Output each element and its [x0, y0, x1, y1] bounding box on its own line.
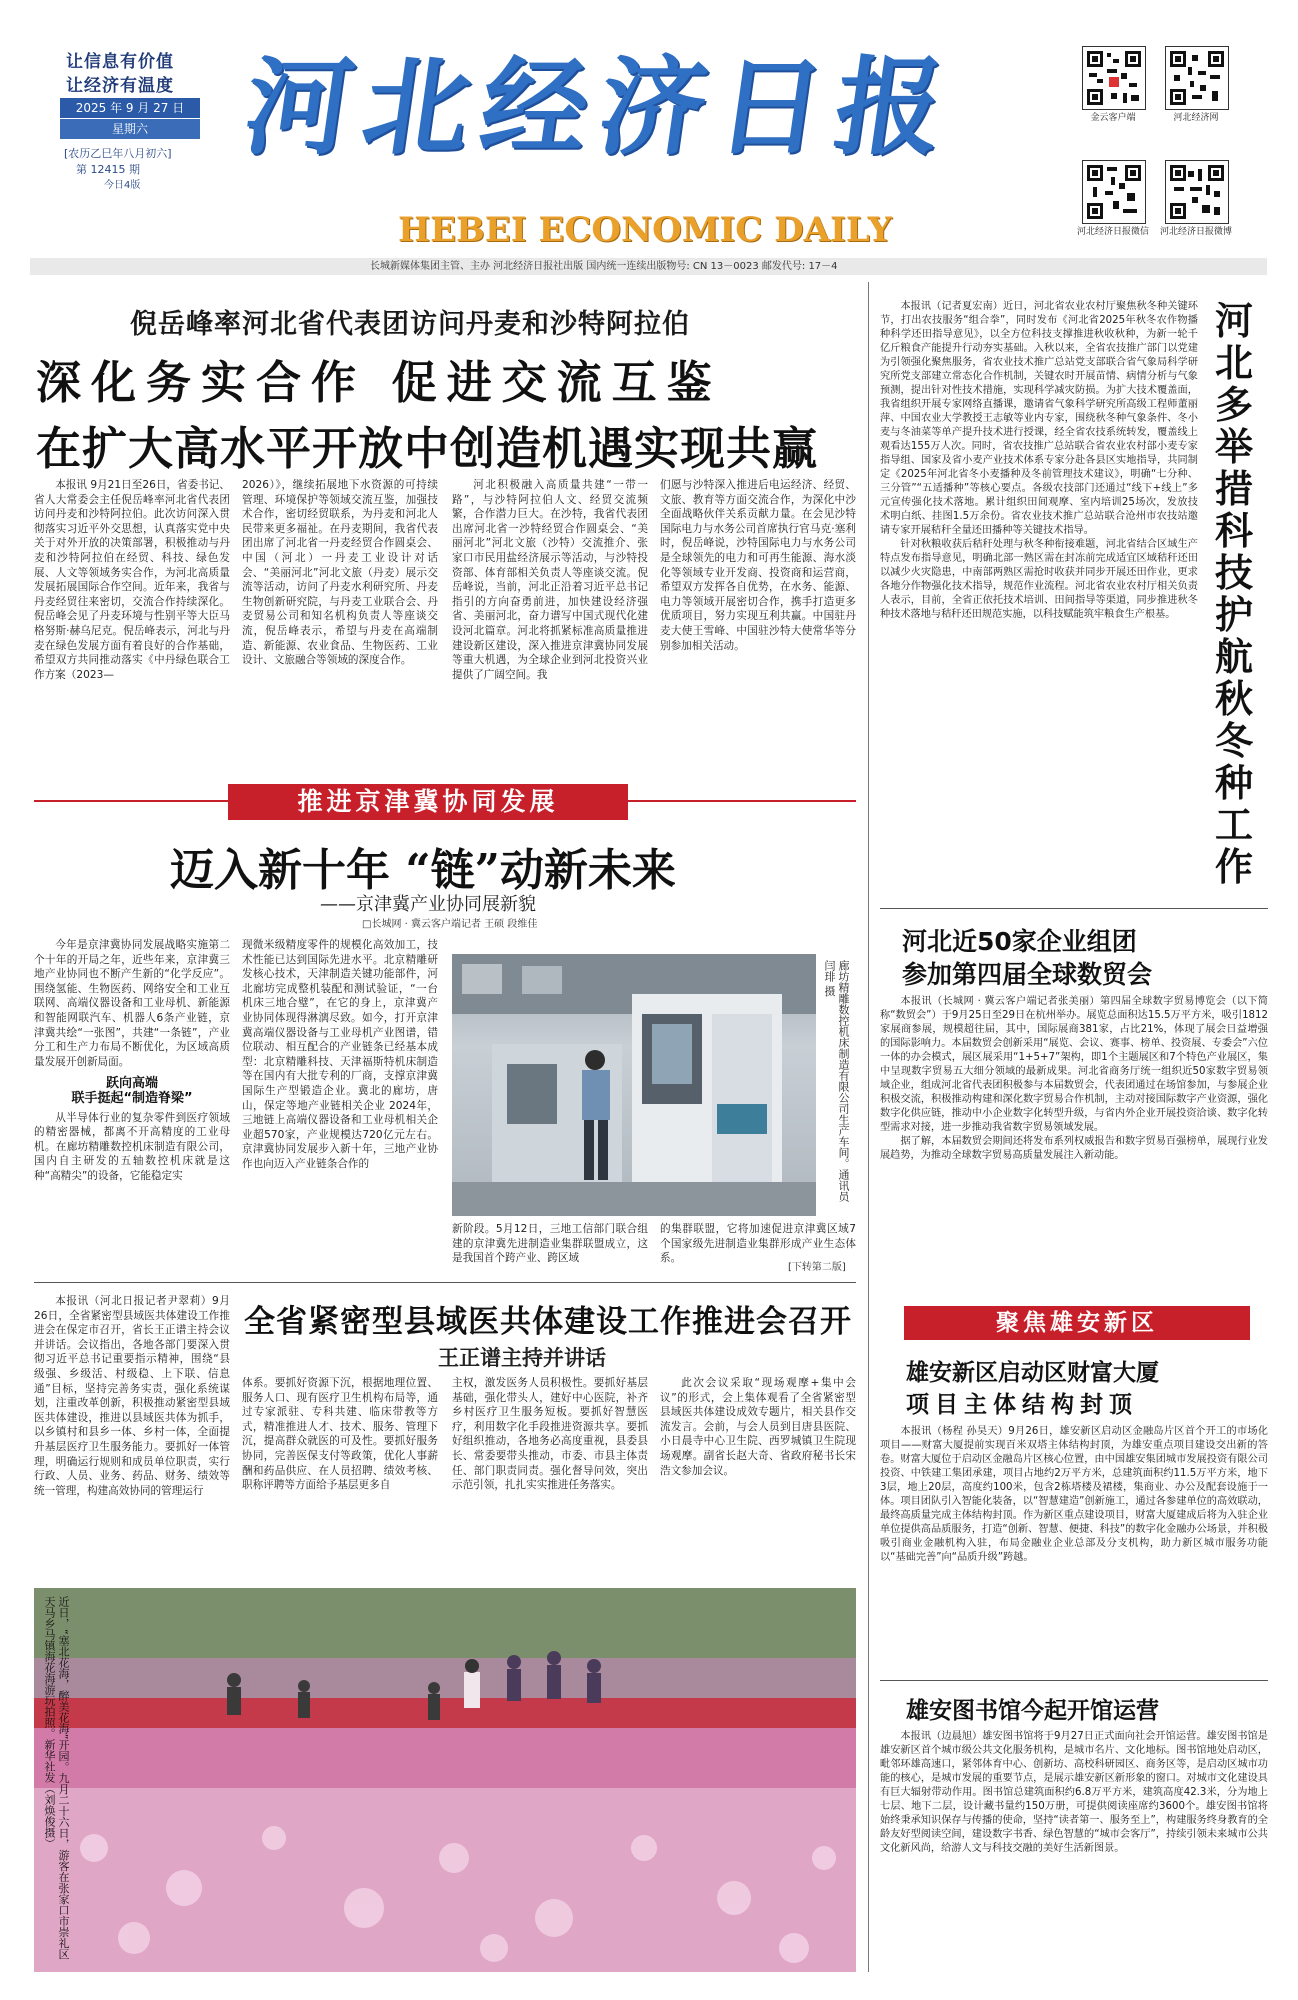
page-count: 今日4版 [104, 180, 141, 191]
newspaper-title-en: HEBEI ECONOMIC DAILY [398, 210, 892, 250]
side-story-1-text: 本报讯（记者夏宏南）近日，河北省农业农村厅聚焦秋冬种关键环节，打出农技服务“组合拳”，同时发布《河北省2025年秋冬农作物播种科学还田指导意见》，以全方位科技支撑推进秋收秋种，为新一轮千亿斤粮食产能提升行动夯实基础。入秋以来，全省农技推广部门以党建为引领强化聚焦服务，省农业技术推广总站党支部联合省气象局科学研究所党支部建立常态化合作机制，关键农时开展苗情、病情分析与气象预测，提出针对性技术措施，实现科学减灾防损。为扩大技术覆盖面，我省组织开展专家网络直播课，邀请省气象科学研究所高级工程师董丽萍、中国农业大学教授王志敏等业内专家，围绕秋冬种气象条件、冬小麦与冬油菜等单产提升技术进行授课，经全省农技系统转发，覆盖线上观看达155万人次。同时，省农技推广总站联合省农业农村部小麦专家指导组、国家及省小麦产业技术体系专家分赴各县区实地指导，共同制定《2025年河北省冬小麦播种及冬前管理技术建议》，明确“七分种、三分管”“五适播种”等核心要点。各级农技部门还通过“线下+线上”多元宣传强化技术落地。累计组织田间观摩、室内培训25场次，发放技术明白纸、挂图1.5万余份。省农业技术推广总站联合沧州市农技站邀请专家开展秸秆全量还田播种等关键技术指导。 针对秋粮收获后秸秆处理与秋冬种衔接难题，河北省结合区域生产特点发布指导意见，明确北部一熟区需在封冻前完成适宜区域秸秆还田以减少火灾隐患，中南部两熟区需抢时收获并同步开展还田作业，更求各地分作物强化技术指导，规范作业流程。河北省农业农村厅相关负责人表示，目前，全省正依托技术培训、田间指导等渠道，同步推进秋冬种技术落地与秸秆还田规范实施，以科技赋能筑牢粮食生产根基。 [880, 301, 1198, 620]
side-story-3-title-line-2: 项目主体结构封顶 [906, 1392, 1138, 1418]
lead-col-3: 河北积极融入高质量共建“一带一路”，与沙特阿拉伯人文、经贸交流频繁，合作潜力巨大。在沙特，我省代表团出席河北省一沙特经贸合作圆桌会、“美丽河北”河北文旅（沙特）交流推介、张家口市民用盐经济展示等活动，与沙特投资部、体育部相关负责人等座谈交流。倪岳峰说，当前，河北正沿着习近平总书记指引的方向奋勇前进，加快建设经济强省、美丽河北，奋力谱写中国式现代化建设河北篇章。河北将抓紧标准高质量推进建设新区建设，深入推进京津冀协同发展等重大机遇，为全球企业到河北投资兴业提供了广阔空间。我 [452, 479, 648, 681]
jjj-subhead-1: 跃向高端 [105, 1076, 158, 1092]
sidebar-divider [868, 282, 869, 1972]
slogan-line-2: 让经济有温度 [66, 76, 174, 96]
lead-col-1: 本报讯 9月21日至26日，省委书记、省人大常委会主任倪岳峰率河北省代表团访问丹麦和沙特阿拉伯。此次访问深入贯彻落实习近平外交思想，认真落实党中央关于对外开放的决策部署，积极推动与丹麦和沙特阿拉伯在经贸、科技、绿色发展、人文等领域务实合作，为河北高质量发展拓展国际合作空间。近年来，我省与丹麦经贸往来密切，交流合作持续深化。倪岳峰会见了丹麦环境与性别平等大臣马格努斯·赫乌尼克。倪岳峰表示，河北与丹麦在绿色发展方面有着良好的合作基础，希望双方共同推动落实《中丹绿色联合工作方案（2023— [34, 479, 230, 681]
issue-number: 第 12415 期 [76, 163, 140, 176]
medical-subtitle: 王正谱主持并讲话 [438, 1346, 606, 1370]
side-story-4-title: 雄安图书馆今起开馆运营 [906, 1698, 1159, 1724]
lead-title-2: 在扩大高水平开放中创造机遇实现共赢 [36, 422, 819, 475]
issue-weekday: 星期六 [60, 119, 200, 139]
medical-col-2: 体系。要抓好资源下沉，根据地理位置、服务人口、现有医疗卫生机构布局等，通过专家派驻、专科共建、临床带教等方式，精准推进人才、技术、服务、管理下沉，提高群众就医的可及性。要抓好服务协同，完善医保支付等政策，优化人事薪酬和药品供应、在人员招聘、绩效考核、职称评聘等方面给予基层更多自 [242, 1377, 438, 1492]
qr-code-hebei-economic-net [1165, 46, 1229, 110]
publication-info-bar: 长城新媒体集团主管、主办 河北经济日报社出版 国内统一连续出版物号: CN 13－0023 邮发代号: 17－4 [30, 258, 1267, 275]
jjj-continued-note: [下转第二版] [788, 1262, 846, 1273]
qr-code-wechat [1082, 160, 1146, 224]
qr-code-jinyun [1082, 46, 1146, 110]
side-story-3-text: 本报讯（杨程 孙昊天）9月26日，雄安新区启动区金融岛片区首个开工的市场化项目——财富大厦提前实现百米双塔主体结构封顶，为雄安重点项目建设交出新的答卷。财富大厦位于启动区金融岛片区核心位置，由中国雄安集团城市发展投资有限公司投资、中铁建工集团承建，项目占地约2万平方米，总建筑面积约11.5万平方米，地下3层，地上20层，高度约100米，包含2栋塔楼及裙楼，集商业、办公及配套设施于一体。项目团队引入智能化装备，以“智慧建造”创新施工，通过各参建单位的高效联动，最终高质量完成主体结构封顶。作为新区重点建设项目，财富大厦建成后将为入驻企业单位提供高品质服务，打造“创新、智慧、便捷、科技”的数字化金融办公场景，并积极吸引商业金融机构入驻，布局金融业企业总部及分支机构，助力新区城市服务功能以“基础完善”向“品质升级”跨越。 [880, 1426, 1268, 1563]
divider-medical [34, 1282, 856, 1283]
lunar-date: [农历乙巳年八月初六] [64, 147, 172, 160]
jjj-subhead-2: 联手挺起“制造脊梁” [71, 1090, 193, 1106]
side-story-4-text: 本报讯（边晨旭）雄安图书馆将于9月27日正式面向社会开馆运营。雄安图书馆是雄安新区首个城市级公共文化服务机构，是城市名片、文化地标。图书馆地处启动区，毗邻环雄高速口，紧邻体育中心、创新坊、高校科研园区、商务区等，是启动区城市功能的核心，是城市发展的重要节点，是展示雄安新区新形象的窗口。对城市文化建设具有巨大辐射带动作用。图书馆总建筑面积约6.8万平方米，建筑高度42.3米，分为地上七层、地下二层，设计藏书量约150万册，可提供阅读座席约3600个。雄安图书馆将始终秉承知识保存与传播的使命，坚持“读者第一、服务至上”，构建服务终身教育的全龄友好型阅读空间，建设数字书香、绿色智慧的“城市会客厅”，持续引领未来城市公共文化新风尚，给游人文与科技交融的美好生活新图景。 [880, 1731, 1268, 1854]
lead-col-2: 2026）》，继续拓展地下水资源的可持续管理、环境保护等领域交流互鉴，加强技术合作，密切经贸联系，为丹麦和河北人民带来更多福祉。在丹麦期间，我省代表团出席了河北省一丹麦经贸合作圆桌会、中国（河北）一丹麦工业设计对话会、“美丽河北”河北文旅（丹麦）展示交流等活动，访问了丹麦水利研究所、丹麦生物创新研究院，与丹麦工业联合会、丹麦贸易公司和知名机构负责人等座谈交流，倪岳峰表示，希望与丹麦在高端制造、新能源、农业食品、生物医药、工业设计、文旅融合等领域的深度合作。 [242, 479, 438, 667]
jjj-col-2: 现微米级精度零件的规模化高效加工，技术性能已达到国际先进水平。北京精雕研发核心技术，天津制造关键功能部件，河北廊坊完成整机装配和测试验证，“一台机床三地合璧”，在它的身上，京津冀产业协同体现得淋漓尽致。如今，打开京津冀高端仪器设备与工业母机产业图谱，错位联动、相互配合的产业链条已经基本成型：北京精雕科技、天津福斯特机床制造等在国内有大批专利的厂商，支撑京津冀国际生产型锻造企业。冀北的廊坊，唐山，保定等地产业链相关企业 2024年，三地链上高端仪器设备和工业母机相关企业超570家，产业规模达720亿元左右。京津冀协同发展步入新十年，三地产业协作也向迈入产业链条合作的 [242, 939, 438, 1170]
lead-title-1: 深化务实合作 促进交流互鉴 [36, 356, 722, 409]
lead-col-4: 们愿与沙特深入推进后电运经济、经贸、文旅、教育等方面交流合作，为深化中沙全面战略伙伴关系贡献力量。在会见沙特国际电力与水务公司首席执行官马克·塞利时，倪岳峰说，沙特国际电力与水务公司是全球领先的电力和可再生能源、海水淡化等领域专业开发商、投资商和运营商，希望双方发挥各自优势，在水务、能源、电力等领域开展密切合作，携手打造更多优质项目，努力实现互利共赢。中国驻丹麦大使王雪峰、中国驻沙特大使常华等分别参加相关活动。 [660, 479, 856, 652]
divider-side-2 [880, 908, 1268, 909]
side-story-2-text: 本报讯（长城网 · 冀云客户端记者张美丽）第四届全球数字贸易博览会（以下简称“数贸会”）于9月25日至29日在杭州举办。展览总面积达15.5万平方米，吸引1812家展商参展，规模超往届，其中，国际展商381家，占比21%，体现了展会日益增强的国际影响力。本届数贸会创新采用“展览、会议、赛事、榜单、投资展、专委会”六位一体的办会模式，展区展采用“1+5+7”架构，即1个主题展区和7个特色产业展区，集中呈现数字贸易五大细分领域的最新成果。河北省商务厅统一组织近50家数字贸易领域企业，组成河北省代表团积极参与本届数贸会，代表团通过在场馆参加，与参展企业积极交流，积极推动构建和深化数字贸易合作机制，主动对接国际数字产业资源，强化数字化供应链，推动中小企业数字化转型升级，与省内外企业开展投资洽谈、数字化转型需求对接，进一步推动我省数字贸易领域发展。 据了解，本届数贸会期间还将发布系列权威报告和数字贸易百强榜单，展现行业发展趋势，为推动全球数字贸易高质量发展注入新动能。 [880, 996, 1268, 1161]
issue-date: 2025 年 9 月 27 日 [60, 98, 200, 118]
jjj-subtitle: ——京津冀产业协同展新貌 [320, 894, 536, 915]
flower-photo-caption: 近日，“塞北花海，醉美花海”开园。九月二十六日，游客在张家口市崇礼区天马乡马镇海花海游玩拍照。新华社发（刘焕俊摄） [43, 1596, 70, 1960]
jjj-byline: □长城网 · 冀云客户端记者 王硕 段维佳 [362, 919, 538, 930]
newspaper-title: 河北经济日报 [237, 44, 963, 169]
factory-photo [452, 954, 816, 1216]
qr-label-wechat: 河北经济日报微信 [1076, 227, 1149, 237]
side-story-2-title-line-2: 参加第四届全球数贸会 [902, 960, 1153, 989]
jjj-col-1: 今年是京津冀协同发展战略实施第二个十年的开局之年，近些年来，京津冀三地产业协同也不断产生新的“化学反应”。围绕氢能、生物医药、网络安全和工业互联网、高端仪器设备和工业母机、新能源和智能网联汽车、机器人6条产业链，京津冀共绘“一张图”，共建“一条链”，产业分工和生产力布局不断优化，为区域高质量发展开创新局面。 跃向高端 联手挺起“制造脊梁” 从半导体行业的复杂零件到医疗领域的精密器械，都离不开高精度的工业母机。在廊坊精雕数控机床制造有限公司，国内自主研发的五轴数控机床就是这种“高精尖”的设备，它能稳定实 [34, 939, 230, 1182]
jjj-col-4: 的集群联盟，它将加速促进京津冀区域7个国家级先进制造业集群形成产业生态体系。 [660, 1223, 856, 1265]
medical-col-4: 此次会议采取“现场观摩+集中会议”的形式，会上集体观看了全省紧密型县域医共体建设成效专题片，相关县作交流发言。会前，与会人员到目唐县医院、小日晨寺中心卫生院、西罗城镇卫生院现场观摩。副省长赵大奇、省政府秘书长宋浩文参加会议。 [660, 1377, 856, 1477]
qr-label-economic-net: 河北经济网 [1173, 113, 1219, 123]
xiongan-section-banner: 聚焦雄安新区 [904, 1306, 1250, 1340]
jjj-section-banner: 推进京津冀协同发展 [228, 784, 628, 820]
side-story-1-vertical-title: 河北多举措科技护航秋冬种工作 [1214, 298, 1253, 889]
jjj-col-3: 新阶段。5月12日，三地工信部门联合组建的京津冀先进制造业集群联盟成立，这是我国首个跨产业、跨区域 [452, 1223, 648, 1265]
qr-label-weibo: 河北经济日报微博 [1159, 227, 1232, 237]
qr-label-jinyun: 金云客户端 [1090, 113, 1136, 123]
side-story-3-title-line-1: 雄安新区启动区财富大厦 [906, 1360, 1159, 1386]
qr-code-weibo [1165, 160, 1229, 224]
medical-title: 全省紧密型县域医共体建设工作推进会召开 [244, 1304, 852, 1340]
lead-kicker: 倪岳峰率河北省代表团访问丹麦和沙特阿拉伯 [130, 309, 690, 340]
side-story-2-title-line-1: 河北近50家企业组团 [902, 927, 1137, 956]
medical-col-3: 主权，激发医务人员积极性。要抓好基层基础，强化带头人，建好中心医院，补齐乡村医疗卫生服务短板。要抓好智慧医疗，利用数字化手段推进资源共享。要抓好组织推动，各地务必高度重视，县委县长、常委要带头推动，市委、市县主体责任、部门职责同责。强化督导问效，突出示范引领，扎扎实实推进任务落实。 [452, 1377, 648, 1492]
flower-field-photo [34, 1588, 856, 1972]
medical-col-1: 本报讯（河北日报记者尹翠莉）9月26日，全省紧密型县域医共体建设工作推进会在保定市召开，省长王正谱主持会议并讲话。会议指出，各地各部门要深入贯彻习近平总书记重要指示精神，围绕“县级强、乡级活、村级稳、上下联、信息通”目标，坚持完善务实责，强化系统谋划，注重改革创新，积极推动紧密型县域医共体建设，推进以县域医共体为抓手，以乡镇村和县乡一体、乡村一体，全面提升基层医疗卫生服务能力。要抓好一体管理，明确运行规则和成员单位职责，实行行政、人员、业务、药品、财务、绩效等统一管理，构建高效协同的管理运行 [34, 1295, 230, 1497]
divider-side-4 [880, 1680, 1268, 1681]
jjj-title: 迈入新十年 “链”动新未来 [170, 845, 676, 896]
factory-photo-caption: 廊坊精雕数控机床制造有限公司生产车间。通讯员 闫琲 摄 [823, 960, 850, 1202]
slogan-line-1: 让信息有价值 [66, 52, 174, 72]
